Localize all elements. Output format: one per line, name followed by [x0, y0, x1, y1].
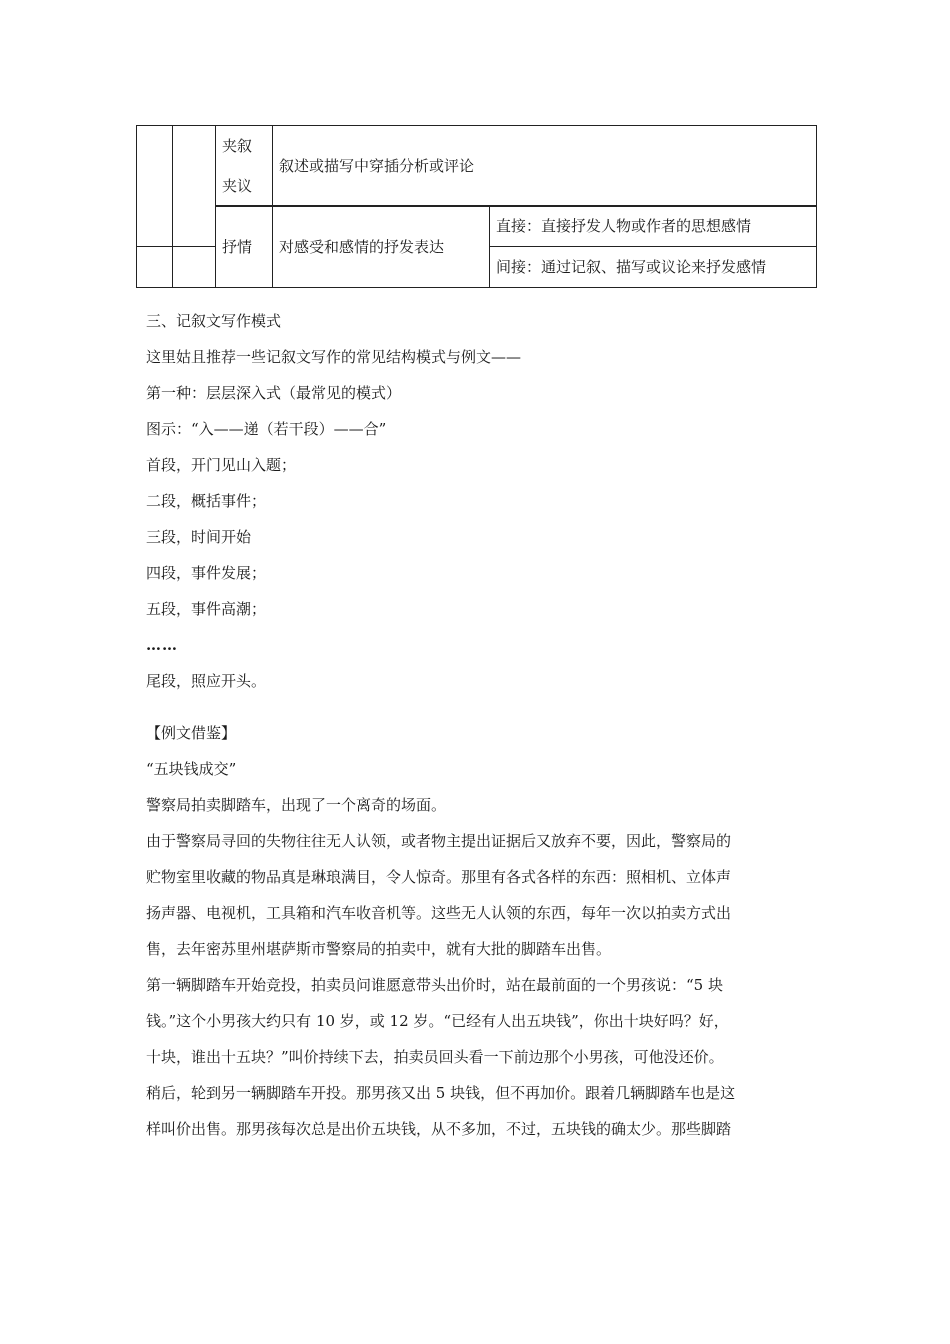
example-label: 【例文借鉴】	[146, 724, 237, 742]
structure-step: 三段，时间开始	[146, 528, 252, 546]
structure-type: 第一种：层层深入式（最常见的模式）	[146, 384, 402, 402]
structure-step: 二段，概括事件；	[146, 492, 267, 510]
table-description-cell: 叙述或描写中穿插分析或评论	[273, 126, 817, 207]
table-description-cell: 对感受和感情的抒发表达	[273, 206, 490, 288]
example-paragraph	[146, 823, 826, 967]
structure-step: 首段，开门见山入题；	[146, 456, 297, 474]
paragraph-line: 钱。”这个小男孩大约只有 10 岁，或 12 岁。“已经有人出五块钱”，你出十块好吗？好，	[146, 1012, 729, 1030]
table-label-cell: 抒情	[216, 206, 273, 288]
label-line: 夹议	[222, 177, 253, 195]
structure-diagram: 图示：“入——递（若干段）——合”	[146, 420, 387, 438]
section-intro: 这里姑且推荐一些记叙文写作的常见结构模式与例文——	[146, 348, 522, 366]
structure-step: 四段，事件发展；	[146, 564, 267, 582]
paragraph-line: 样叫价出售。那男孩每次总是出价五块钱，从不多加，不过，五块钱的确太少。那些脚踏	[146, 1120, 732, 1138]
paragraph-line: 贮物室里收藏的物品真是琳琅满目，令人惊奇。那里有各式各样的东西：照相机、立体声	[146, 868, 732, 886]
lyric-row-table	[136, 205, 817, 288]
table-empty-cell	[137, 206, 173, 288]
paragraph-line: 售，去年密苏里州堪萨斯市警察局的拍卖中，就有大批的脚踏车出售。	[146, 940, 612, 958]
table-empty-cell	[173, 206, 216, 288]
ellipsis: ……	[146, 636, 178, 654]
example-paragraph: 警察局拍卖脚踏车，出现了一个离奇的场面。	[146, 796, 447, 814]
paragraph-line: 第一辆脚踏车开始竞投，拍卖员问谁愿意带头出价时，站在最前面的一个男孩说：“5 块	[146, 976, 723, 994]
paragraph-line: 稍后，轮到另一辆脚踏车开投。那男孩又出 5 块钱，但不再加价。跟着几辆脚踏车也是这	[146, 1084, 736, 1102]
document-body	[146, 303, 826, 1147]
section-heading: 三、记叙文写作模式	[146, 312, 282, 330]
paragraph-line: 十块，谁出十五块？”叫价持续下去，拍卖员回头看一下前边那个小男孩，可他没还价。	[146, 1048, 724, 1066]
paragraph-line: 扬声器、电视机，工具箱和汽车收音机等。这些无人认领的东西，每年一次以拍卖方式出	[146, 904, 732, 922]
paragraph-line: 由于警察局寻回的失物往往无人认领，或者物主提出证据后又放弃不要，因此，警察局的	[146, 832, 732, 850]
structure-step: 五段，事件高潮；	[146, 600, 267, 618]
example-paragraph	[146, 967, 826, 1147]
example-title: “五块钱成交”	[146, 760, 237, 778]
label-line: 夹叙	[222, 137, 253, 155]
structure-step: 尾段，照应开头。	[146, 672, 267, 690]
table-subcell-direct: 直接：直接抒发人物或作者的思想感情	[490, 206, 817, 247]
table-label-cell	[216, 126, 273, 207]
table-subcell-indirect: 间接：通过记叙、描写或议论来抒发感情	[490, 247, 817, 288]
